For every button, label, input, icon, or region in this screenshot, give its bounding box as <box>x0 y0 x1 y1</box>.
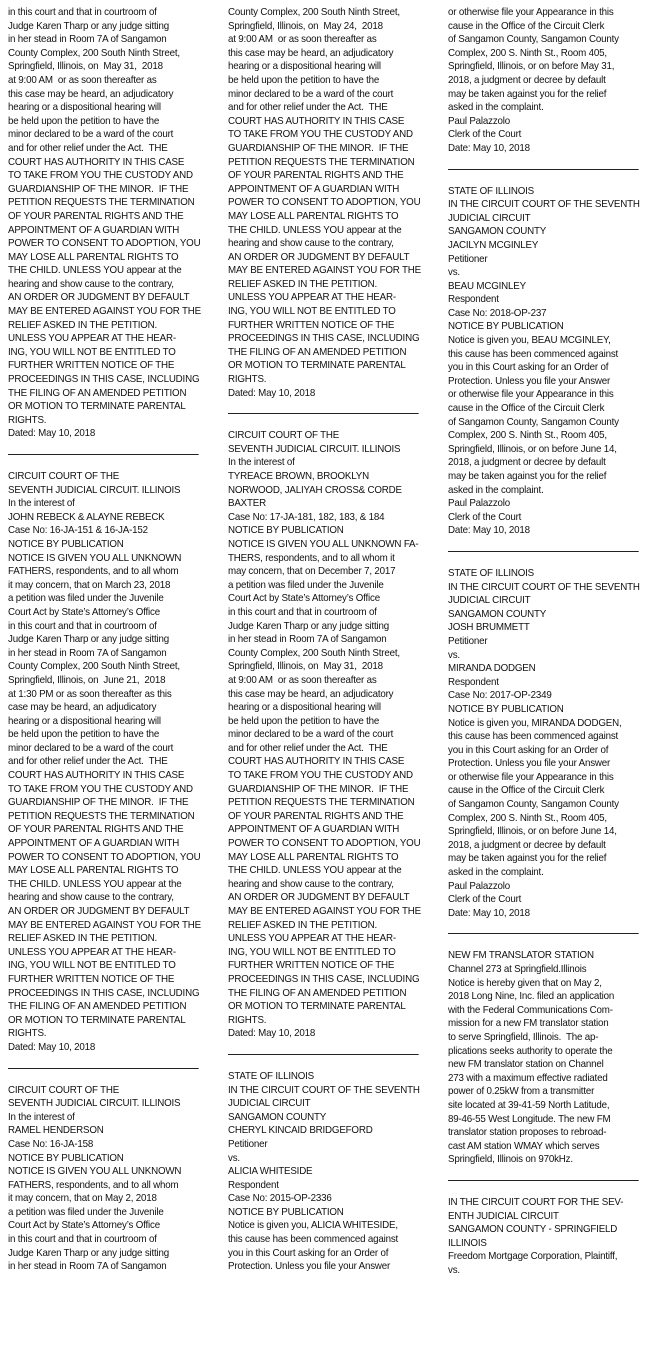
notice-text-line: OF YOUR PARENTAL RIGHTS AND THE <box>8 823 184 836</box>
column-3 <box>448 6 639 1277</box>
notice-text-line: Dated: May 10, 2018 <box>228 386 316 399</box>
notice-text-line: THERS, respondents, and to all whom it <box>228 551 395 564</box>
notice-text-line: NOTICE IS GIVEN YOU ALL UNKNOWN <box>8 551 182 564</box>
notice-text-line: Date: May 10, 2018 <box>448 906 530 919</box>
notice-text-line: UNLESS YOU APPEAR AT THE HEAR- <box>228 932 396 945</box>
notice-text-line: SEVENTH JUDICIAL CIRCUIT. ILLINOIS <box>228 442 401 455</box>
notice-text-line: in her stead in Room 7A of Sangamon <box>228 633 387 646</box>
notice-text-line: vs. <box>228 1151 240 1164</box>
notice-text-line: cause in the Office of the Circuit Clerk <box>448 19 605 32</box>
notice-text-line: plications seeks authority to operate the <box>448 1044 613 1057</box>
notice-text-line: at 9:00 AM or as soon thereafter as <box>228 673 377 686</box>
notice-separator <box>448 933 639 934</box>
notice-text-line: NOTICE IS GIVEN YOU ALL UNKNOWN <box>8 1165 182 1178</box>
notice-text-line: ENTH JUDICIAL CIRCUIT <box>448 1209 559 1222</box>
notice-text-line: asked in the complaint. <box>448 483 544 496</box>
notice-text-line: CIRCUIT COURT OF THE <box>8 470 120 482</box>
notice-text-line: BEAU MCGINLEY <box>448 279 526 292</box>
notice-text-line: vs. <box>448 1263 460 1276</box>
notice-text-line: and for other relief under the Act. THE <box>8 755 168 768</box>
notice-separator <box>228 1054 419 1055</box>
notice-text-line: POWER TO CONSENT TO ADOPTION, YOU <box>228 837 421 850</box>
notice-text-line: Paul Palazzolo <box>448 497 511 510</box>
notice-text-line: MAY LOSE ALL PARENTAL RIGHTS TO <box>8 864 179 877</box>
notice-text-line: Case No: 2018-OP-237 <box>448 306 547 319</box>
notice-text-line: NOTICE BY PUBLICATION <box>8 1151 124 1164</box>
legal-notice <box>8 1084 213 1274</box>
notice-text-line: RELIEF ASKED IN THE PETITION. <box>8 932 158 945</box>
notice-text-line: Channel 273 at Springfield.Illinois <box>448 963 587 975</box>
notice-text-line: Springfield, Illinois, or on before May 31, <box>448 60 615 73</box>
notice-text-line: in this court and that in courtroom of <box>8 6 157 18</box>
notice-text-line: MAY BE ENTERED AGAINST YOU FOR THE <box>228 905 422 917</box>
notice-text-line: RIGHTS. <box>228 1013 267 1026</box>
notice-text-line: case may be heard, an adjudicatory <box>8 701 157 714</box>
notice-text-line: MAY LOSE ALL PARENTAL RIGHTS TO <box>8 250 179 263</box>
notice-text-line: RELIEF ASKED IN THE PETITION. <box>228 918 378 931</box>
notice-text-line: NOTICE BY PUBLICATION <box>448 320 564 333</box>
legal-notice <box>8 6 213 441</box>
notice-text-line: and for other relief under the Act. THE <box>8 141 168 154</box>
notice-text-line: Complex, 200 S. Ninth St., Room 405, <box>448 811 607 824</box>
notice-text-line: Paul Palazzolo <box>448 879 511 892</box>
notice-text-line: FURTHER WRITTEN NOTICE OF THE <box>228 318 395 331</box>
notice-separator <box>228 413 419 414</box>
notice-text-line: JOSH BRUMMETT <box>448 621 530 634</box>
notice-text-line: be held upon the petition to have the <box>8 728 160 741</box>
notice-text-line: asked in the complaint. <box>448 101 544 114</box>
notice-text-line: Petitioner <box>228 1137 268 1150</box>
notice-text-line: FATHERS, respondents, and to all whom <box>8 1178 179 1191</box>
notice-text-line: FURTHER WRITTEN NOTICE OF THE <box>228 959 395 972</box>
notice-text-line: CIRCUIT COURT OF THE <box>228 429 340 442</box>
notice-text-line: UNLESS YOU APPEAR AT THE HEAR- <box>8 332 176 345</box>
legal-notice <box>448 1196 649 1278</box>
notice-text-line: SANGAMON COUNTY <box>448 607 547 620</box>
notice-text-line: IN THE CIRCUIT COURT OF THE SEVENTH <box>448 198 640 211</box>
notice-text-line: TO TAKE FROM YOU THE CUSTODY AND <box>228 769 413 782</box>
notice-text-line: this case may be heard, an adjudicatory <box>228 687 394 700</box>
notice-text-line: site located at 39-41-59 North Latitude, <box>448 1098 610 1111</box>
notice-text-line: in her stead in Room 7A of Sangamon <box>8 33 167 46</box>
notice-text-line: CHERYL KINCAID BRIDGEFORD <box>228 1124 373 1137</box>
notice-text-line: may be taken against you for the relief <box>448 470 607 482</box>
notice-text-line: 273 with a maximum effective radiated <box>448 1071 608 1084</box>
notice-text-line: ILLINOIS <box>448 1236 487 1249</box>
notice-text-line: at 9:00 AM or as soon thereafter as <box>8 73 157 86</box>
column-1 <box>8 6 202 1274</box>
notice-text-line: RELIEF ASKED IN THE PETITION. <box>8 318 158 331</box>
notice-text-line: it may concern, that on May 2, 2018 <box>8 1192 157 1205</box>
notice-text-line: TO TAKE FROM YOU THE CUSTODY AND <box>8 169 193 182</box>
notice-text-line: In the interest of <box>8 497 75 510</box>
notice-text-line: MIRANDA DODGEN <box>448 662 536 675</box>
notice-text-line: TO TAKE FROM YOU THE CUSTODY AND <box>228 128 413 141</box>
notice-text-line: ALICIA WHITESIDE <box>228 1165 313 1178</box>
notice-text-line: NOTICE BY PUBLICATION <box>228 524 344 537</box>
notice-text-line: Springfield, Illinois, on May 31, 2018 <box>228 660 383 673</box>
legal-notice <box>448 949 649 1167</box>
notice-text-line: SEVENTH JUDICIAL CIRCUIT. ILLINOIS <box>8 1097 181 1110</box>
notice-text-line: in this court and that in courtroom of <box>8 1233 157 1246</box>
notice-text-line: Court Act by State’s Attorney’s Office <box>228 592 380 605</box>
notice-text-line: APPOINTMENT OF A GUARDIAN WITH <box>8 223 180 236</box>
notice-text-line: COURT HAS AUTHORITY IN THIS CASE <box>8 155 185 168</box>
notice-text-line: Respondent <box>448 675 499 688</box>
notice-text-line: Petitioner <box>448 252 488 265</box>
notice-text-line: hearing or a dispositional hearing will <box>228 60 381 73</box>
notice-text-line: in her stead in Room 7A of Sangamon <box>8 646 167 659</box>
notice-text-line: Dated: May 10, 2018 <box>8 427 96 440</box>
notice-text-line: Notice is hereby given that on May 2, <box>448 976 602 989</box>
notice-text-line: Clerk of the Court <box>448 893 522 906</box>
notice-text-line: TO TAKE FROM YOU THE CUSTODY AND <box>8 782 193 795</box>
notice-text-line: PROCEEDINGS IN THIS CASE, INCLUDING <box>8 986 200 999</box>
notice-text-line: Court Act by State’s Attorney’s Office <box>8 1219 160 1232</box>
notice-text-line: asked in the complaint. <box>448 866 544 879</box>
notice-text-line: MAY LOSE ALL PARENTAL RIGHTS TO <box>228 850 399 863</box>
notice-text-line: this cause has been commenced against <box>228 1233 399 1246</box>
notice-text-line: hearing or a dispositional hearing will <box>8 101 161 114</box>
notice-text-line: hearing and show cause to the contrary, <box>8 891 174 904</box>
notice-text-line: AN ORDER OR JUDGMENT BY DEFAULT <box>228 891 410 904</box>
notice-text-line: 2018, a judgment or decree by default <box>448 838 606 851</box>
notice-text-line: APPOINTMENT OF A GUARDIAN WITH <box>8 837 180 850</box>
notice-text-line: in this court and that in courtroom of <box>8 619 157 632</box>
notice-text-line: 2018, a judgment or decree by default <box>448 456 606 469</box>
notice-text-line: this case may be heard, an adjudicatory <box>8 87 174 100</box>
notice-text-line: APPOINTMENT OF A GUARDIAN WITH <box>228 182 400 195</box>
notice-text-line: Protection. Unless you file your Answer <box>448 374 611 387</box>
notice-text-line: County Complex, 200 South Ninth Street, <box>8 660 180 673</box>
notice-text-line: PETITION REQUESTS THE TERMINATION <box>8 809 195 822</box>
notice-text-line: POWER TO CONSENT TO ADOPTION, YOU <box>228 196 421 209</box>
notice-text-line: this cause has been commenced against <box>448 730 619 743</box>
notice-text-line: it may concern, that on March 23, 2018 <box>8 578 171 591</box>
notice-text-line: Springfield, Illinois, or on before June 14, <box>448 442 617 455</box>
notice-text-line: RIGHTS. <box>8 1027 47 1040</box>
notice-text-line: POWER TO CONSENT TO ADOPTION, YOU <box>8 237 201 250</box>
notice-text-line: and for other relief under the Act. THE <box>228 741 388 754</box>
legal-notice <box>448 567 649 920</box>
notice-text-line: COURT HAS AUTHORITY IN THIS CASE <box>228 755 405 768</box>
notice-text-line: or otherwise file your Appearance in this <box>448 388 614 401</box>
notice-text-line: JUDICIAL CIRCUIT <box>228 1097 311 1110</box>
notice-text-line: Case No: 2015-OP-2336 <box>228 1192 332 1205</box>
notice-text-line: AN ORDER OR JUDGMENT BY DEFAULT <box>8 905 190 917</box>
notice-text-line: 89-46-55 West Longitude. The new FM <box>448 1112 611 1125</box>
notice-text-line: Springfield, Illinois, on May 24, 2018 <box>228 19 383 32</box>
notice-text-line: be held upon the petition to have the <box>228 73 380 86</box>
notice-text-line: Protection. Unless you file your Answer <box>228 1260 391 1273</box>
notice-text-line: of Sangamon County, Sangamon County <box>448 33 619 46</box>
notice-text-line: NOTICE BY PUBLICATION <box>448 702 564 715</box>
notice-text-line: this cause has been commenced against <box>448 347 619 360</box>
notice-text-line: Dated: May 10, 2018 <box>8 1040 96 1053</box>
legal-notice <box>228 429 433 1041</box>
notice-text-line: NOTICE IS GIVEN YOU ALL UNKNOWN FA- <box>228 537 419 550</box>
notice-text-line: a petition was filed under the Juvenile <box>228 578 384 591</box>
notice-text-line: STATE OF ILLINOIS <box>448 184 535 197</box>
notice-text-line: NEW FM TRANSLATOR STATION <box>448 949 594 962</box>
notice-text-line: SANGAMON COUNTY - SPRINGFIELD <box>448 1223 618 1236</box>
notice-text-line: COURT HAS AUTHORITY IN THIS CASE <box>8 769 185 782</box>
notice-text-line: at 1:30 PM or as soon thereafter as this <box>8 687 172 700</box>
notice-text-line: MAY BE ENTERED AGAINST YOU FOR THE <box>8 305 202 318</box>
notice-text-line: FURTHER WRITTEN NOTICE OF THE <box>8 359 175 372</box>
notice-text-line: vs. <box>448 648 460 661</box>
notice-text-line: cause in the Office of the Circuit Clerk <box>448 402 605 415</box>
notice-text-line: a petition was filed under the Juvenile <box>8 592 164 605</box>
notice-text-line: RIGHTS. <box>228 373 267 386</box>
notice-text-line: Court Act by State’s Attorney’s Office <box>8 605 160 618</box>
notice-text-line: Complex, 200 S. Ninth St., Room 405, <box>448 429 607 442</box>
notice-text-line: new FM translator station on Channel <box>448 1058 604 1071</box>
notice-text-line: cause in the Office of the Circuit Clerk <box>448 784 605 797</box>
notice-text-line: NOTICE BY PUBLICATION <box>8 537 124 550</box>
notice-text-line: Judge Karen Tharp or any judge sitting <box>8 633 170 646</box>
notice-text-line: Freedom Mortgage Corporation, Plaintiff, <box>448 1250 618 1263</box>
notice-text-line: PETITION REQUESTS THE TERMINATION <box>8 196 195 209</box>
notice-text-line: OF YOUR PARENTAL RIGHTS AND THE <box>228 169 404 182</box>
notice-text-line: UNLESS YOU APPEAR AT THE HEAR- <box>8 945 176 958</box>
notice-text-line: STATE OF ILLINOIS <box>228 1069 315 1082</box>
notice-separator <box>448 1180 639 1181</box>
notice-text-line: may be taken against you for the relief <box>448 87 607 100</box>
notice-text-line: you in this Court asking for an Order of <box>228 1246 389 1259</box>
notice-text-line: IN THE CIRCUIT COURT OF THE SEVENTH <box>448 580 640 593</box>
notice-text-line: be held upon the petition to have the <box>8 114 160 127</box>
notice-text-line: may concern, that on December 7, 2017 <box>228 565 396 578</box>
notice-text-line: OR MOTION TO TERMINATE PARENTAL <box>228 1000 406 1013</box>
notice-text-line: Date: May 10, 2018 <box>448 524 530 537</box>
notice-text-line: 2018 Long Nine, Inc. filed an application <box>448 990 615 1003</box>
notice-text-line: JUDICIAL CIRCUIT <box>448 211 531 224</box>
notice-text-line: in this court and that in courtroom of <box>228 605 377 618</box>
notice-separator <box>448 169 639 170</box>
notice-text-line: 2018, a judgment or decree by default <box>448 73 606 86</box>
notice-text-line: RIGHTS. <box>8 413 47 426</box>
notice-text-line: JUDICIAL CIRCUIT <box>448 594 531 607</box>
notice-separator <box>8 454 199 455</box>
notice-text-line: this case may be heard, an adjudicatory <box>228 46 394 59</box>
notice-text-line: to serve Springfield, Illinois. The ap- <box>448 1030 599 1043</box>
notice-text-line: hearing and show cause to the contrary, <box>8 277 174 290</box>
notice-text-line: PROCEEDINGS IN THIS CASE, INCLUDING <box>8 373 200 386</box>
notice-text-line: MAY BE ENTERED AGAINST YOU FOR THE <box>8 918 202 931</box>
notice-text-line: THE CHILD. UNLESS YOU appear at the <box>228 223 402 236</box>
notice-text-line: Case No: 17-JA-181, 182, 183, & 184 <box>228 510 385 523</box>
notice-text-line: mission for a new FM translator station <box>448 1017 609 1030</box>
notice-text-line: Notice is given you, BEAU MCGINLEY, <box>448 334 611 347</box>
notice-text-line: minor declared to be a ward of the court <box>228 728 394 741</box>
notice-text-line: Notice is given you, MIRANDA DODGEN, <box>448 716 622 729</box>
notice-text-line: THE CHILD. UNLESS YOU appear at the <box>228 864 402 877</box>
notice-text-line: In the interest of <box>228 456 295 469</box>
notice-text-line: Notice is given you, ALICIA WHITESIDE, <box>228 1219 398 1232</box>
notice-text-line: JACILYN MCGINLEY <box>448 238 539 251</box>
legal-notice <box>228 6 433 400</box>
notice-text-line: SEVENTH JUDICIAL CIRCUIT. ILLINOIS <box>8 483 181 496</box>
notice-text-line: In the interest of <box>8 1110 75 1123</box>
notice-text-line: PETITION REQUESTS THE TERMINATION <box>228 796 415 809</box>
notice-text-line: power of 0.25kW from a transmitter <box>448 1085 595 1098</box>
notice-text-line: COURT HAS AUTHORITY IN THIS CASE <box>228 114 405 127</box>
notice-text-line: SANGAMON COUNTY <box>448 225 547 238</box>
column-2 <box>228 6 422 1274</box>
notice-text-line: cast AM station WMAY which serves <box>448 1139 600 1152</box>
notice-separator <box>448 551 639 552</box>
notice-text-line: ING, YOU WILL NOT BE ENTITLED TO <box>228 305 396 318</box>
notice-text-line: in her stead in Room 7A of Sangamon <box>8 1260 167 1273</box>
notice-text-line: AN ORDER OR JUDGMENT BY DEFAULT <box>228 250 410 263</box>
notice-text-line: APPOINTMENT OF A GUARDIAN WITH <box>228 823 400 836</box>
notice-text-line: Springfield, Illinois on 970kHz. <box>448 1153 573 1166</box>
notice-text-line: CIRCUIT COURT OF THE <box>8 1083 120 1096</box>
notice-text-line: IN THE CIRCUIT COURT FOR THE SEV- <box>448 1195 624 1208</box>
notice-text-line: Paul Palazzolo <box>448 114 511 127</box>
notice-text-line: at 9:00 AM or as soon thereafter as <box>228 33 377 46</box>
notice-text-line: or otherwise file your Appearance in this <box>448 6 614 18</box>
notice-text-line: THE FILING OF AN AMENDED PETITION <box>8 386 187 399</box>
notice-text-line: a petition was filed under the Juvenile <box>8 1205 164 1218</box>
notice-text-line: hearing or a dispositional hearing will <box>228 701 381 714</box>
notice-text-line: or otherwise file your Appearance in this <box>448 770 614 783</box>
notice-text-line: Case No: 16-JA-151 & 16-JA-152 <box>8 524 148 537</box>
notice-text-line: PROCEEDINGS IN THIS CASE, INCLUDING <box>228 332 420 345</box>
notice-text-line: Respondent <box>228 1178 279 1191</box>
notice-text-line: POWER TO CONSENT TO ADOPTION, YOU <box>8 850 201 863</box>
notice-text-line: Complex, 200 S. Ninth St., Room 405, <box>448 46 607 59</box>
notice-text-line: IN THE CIRCUIT COURT OF THE SEVENTH <box>228 1083 420 1096</box>
notice-text-line: Respondent <box>448 293 499 306</box>
notice-text-line: JOHN REBECK & ALAYNE REBECK <box>8 510 165 523</box>
notice-text-line: PROCEEDINGS IN THIS CASE, INCLUDING <box>228 972 420 985</box>
notice-text-line: may be taken against you for the relief <box>448 852 607 865</box>
notice-text-line: you in this Court asking for an Order of <box>448 361 609 374</box>
notice-text-line: FURTHER WRITTEN NOTICE OF THE <box>8 972 175 985</box>
notice-text-line: THE FILING OF AN AMENDED PETITION <box>228 986 407 999</box>
notice-text-line: hearing and show cause to the contrary, <box>228 237 394 250</box>
notice-text-line: TYREACE BROWN, BROOKLYN <box>228 470 369 482</box>
notice-text-line: Judge Karen Tharp or any judge sitting <box>8 19 170 32</box>
notice-text-line: OR MOTION TO TERMINATE PARENTAL <box>228 359 406 372</box>
notice-text-line: Case No: 16-JA-158 <box>8 1137 94 1150</box>
notice-text-line: NORWOOD, JALIYAH CROSS& CORDE <box>228 483 402 496</box>
notice-text-line: THE FILING OF AN AMENDED PETITION <box>228 345 407 358</box>
notice-text-line: ING, YOU WILL NOT BE ENTITLED TO <box>228 945 396 958</box>
notice-separator <box>8 1068 199 1069</box>
notice-text-line: County Complex, 200 South Ninth Street, <box>8 46 180 59</box>
notice-text-line: Springfield, Illinois, on June 21, 2018 <box>8 673 166 686</box>
notice-text-line: NOTICE BY PUBLICATION <box>228 1205 344 1218</box>
notice-text-line: UNLESS YOU APPEAR AT THE HEAR- <box>228 291 396 304</box>
legal-notice <box>8 470 213 1055</box>
notice-text-line: of Sangamon County, Sangamon County <box>448 415 619 428</box>
notice-text-line: and for other relief under the Act. THE <box>228 101 388 114</box>
notice-text-line: GUARDIANSHIP OF THE MINOR. IF THE <box>8 182 189 195</box>
notice-text-line: ING, YOU WILL NOT BE ENTITLED TO <box>8 959 176 972</box>
notice-text-line: OR MOTION TO TERMINATE PARENTAL <box>8 400 186 413</box>
notice-text-line: with the Federal Communications Com- <box>448 1003 613 1016</box>
notice-text-line: Judge Karen Tharp or any judge sitting <box>228 619 390 632</box>
notice-text-line: GUARDIANSHIP OF THE MINOR. IF THE <box>228 782 409 795</box>
notice-text-line: MAY BE ENTERED AGAINST YOU FOR THE <box>228 264 422 277</box>
notice-text-line: AN ORDER OR JUDGMENT BY DEFAULT <box>8 291 190 304</box>
notice-text-line: FATHERS, respondents, and to all whom <box>8 565 179 578</box>
notice-text-line: Petitioner <box>448 634 488 647</box>
notice-text-line: BAXTER <box>228 497 266 510</box>
notice-text-line: minor declared to be a ward of the court <box>228 87 394 100</box>
notice-text-line: Springfield, Illinois, on May 31, 2018 <box>8 60 163 73</box>
notice-text-line: RAMEL HENDERSON <box>8 1124 104 1137</box>
notice-text-line: Protection. Unless you file your Answer <box>448 757 611 770</box>
notice-text-line: STATE OF ILLINOIS <box>448 566 535 579</box>
notice-text-line: be held upon the petition to have the <box>228 714 380 727</box>
notice-text-line: Clerk of the Court <box>448 510 522 523</box>
notice-text-line: SANGAMON COUNTY <box>228 1110 327 1123</box>
notice-text-line: Clerk of the Court <box>448 128 522 141</box>
notice-text-line: you in this Court asking for an Order of <box>448 743 609 756</box>
notice-text-line: MAY LOSE ALL PARENTAL RIGHTS TO <box>228 209 399 222</box>
notice-text-line: Dated: May 10, 2018 <box>228 1027 316 1040</box>
notice-text-line: hearing and show cause to the contrary, <box>228 877 394 890</box>
notice-text-line: Judge Karen Tharp or any judge sitting <box>8 1246 170 1259</box>
legal-notice <box>448 185 649 538</box>
notice-text-line: GUARDIANSHIP OF THE MINOR. IF THE <box>8 796 189 809</box>
notice-text-line: OR MOTION TO TERMINATE PARENTAL <box>8 1013 186 1026</box>
notice-text-line: hearing or a dispositional hearing will <box>8 714 161 727</box>
notice-text-line: Springfield, Illinois, or on before June 14, <box>448 825 617 838</box>
notice-text-line: minor declared to be a ward of the court <box>8 128 174 141</box>
notice-text-line: County Complex, 200 South Ninth Street, <box>228 646 400 659</box>
notice-text-line: THE CHILD. UNLESS YOU appear at the <box>8 877 182 890</box>
notice-text-line: ING, YOU WILL NOT BE ENTITLED TO <box>8 345 176 358</box>
notice-text-line: Date: May 10, 2018 <box>448 141 530 154</box>
legal-notice <box>448 6 649 156</box>
notice-text-line: RELIEF ASKED IN THE PETITION. <box>228 277 378 290</box>
notice-text-line: translator station proposes to rebroad- <box>448 1126 607 1139</box>
notice-text-line: Case No: 2017-OP-2349 <box>448 689 552 702</box>
notice-text-line: County Complex, 200 South Ninth Street, <box>228 6 400 18</box>
notice-text-line: vs. <box>448 266 460 279</box>
notice-text-line: THE FILING OF AN AMENDED PETITION <box>8 1000 187 1013</box>
notice-text-line: OF YOUR PARENTAL RIGHTS AND THE <box>8 209 184 222</box>
notice-text-line: minor declared to be a ward of the court <box>8 741 174 754</box>
notice-text-line: GUARDIANSHIP OF THE MINOR. IF THE <box>228 141 409 154</box>
notice-text-line: of Sangamon County, Sangamon County <box>448 798 619 811</box>
notice-text-line: THE CHILD. UNLESS YOU appear at the <box>8 264 182 277</box>
legal-notice <box>228 1070 433 1274</box>
notice-text-line: PETITION REQUESTS THE TERMINATION <box>228 155 415 168</box>
notice-text-line: OF YOUR PARENTAL RIGHTS AND THE <box>228 809 404 822</box>
